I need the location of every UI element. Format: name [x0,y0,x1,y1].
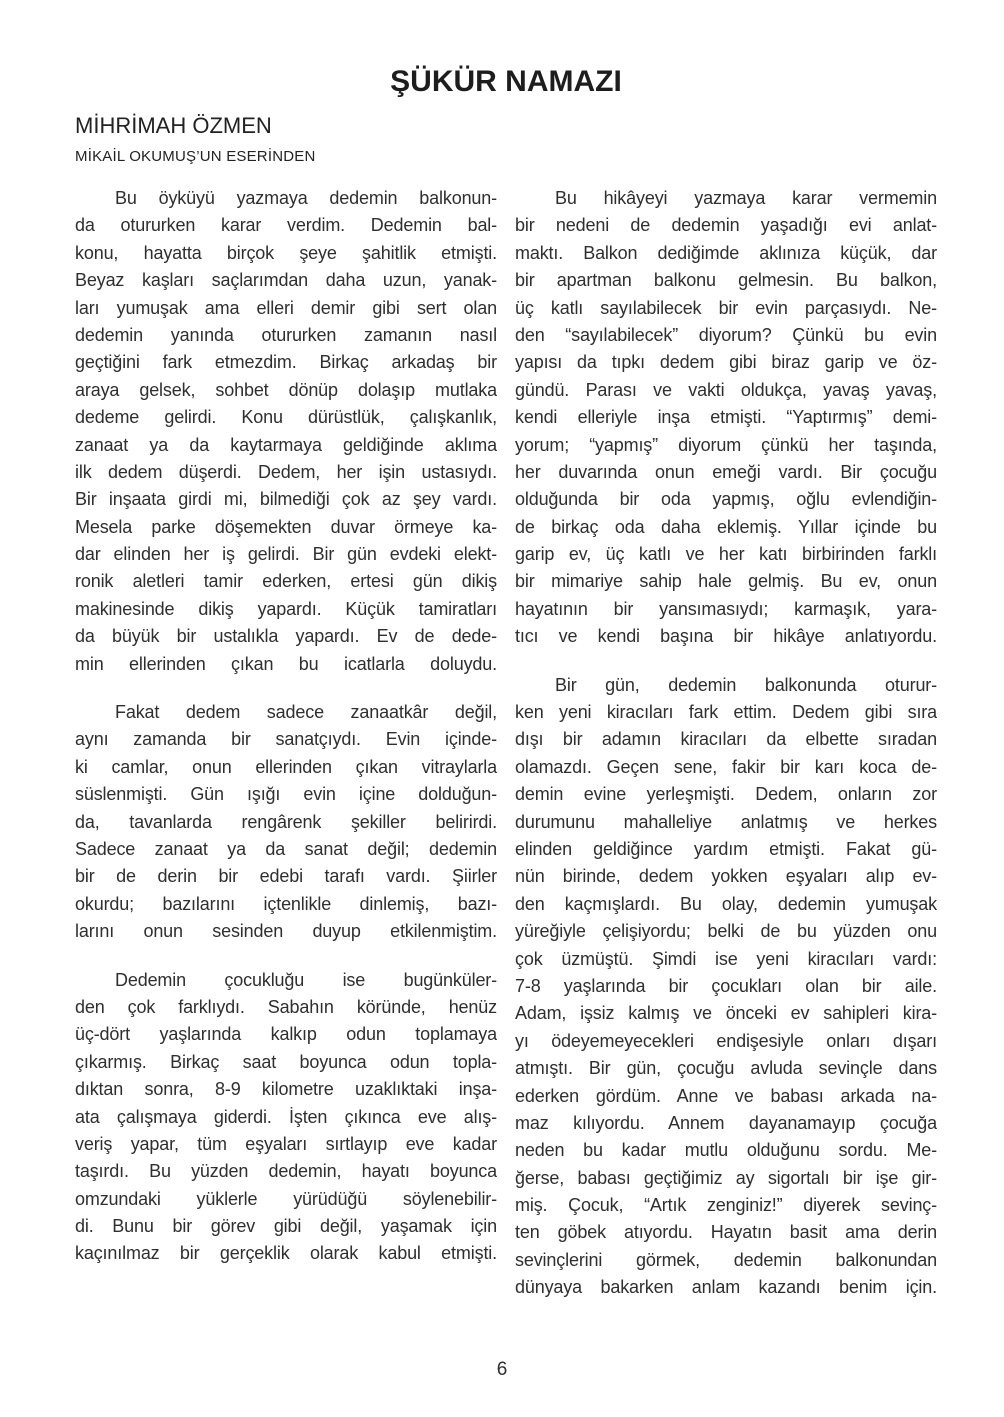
text-line: bir de derin bir edebi tarafı vardı. Şiirler [75,866,497,887]
text-line: dedemin yanında otururken zamanın nasıl [75,324,497,345]
text-line: zanaat ya da kaytarmaya geldiğinde aklıma [75,434,497,455]
text-line: dar elinden her iş gelirdi. Bir gün evdeki elekt- [75,544,497,565]
paragraph [75,967,497,1268]
text-line: bir mimariye sahip hale gelmiş. Bu ev, onun [515,571,937,592]
text-line: dünyaya bakarken anlam kazandı benim için. [515,1277,937,1298]
text-line: ki camlar, onun ellerinden çıkan vitraylarla [75,756,497,777]
left-column [75,185,497,1323]
text-line: Dedemin çocukluğu ise bugünküler- [115,969,497,990]
text-line: Sadece zanaat ya da sanat değil; dedemin [75,838,497,859]
text-line: hayatının bir yansımasıydı; karmaşık, yara- [515,598,937,619]
text-line: ten göbek atıyordu. Hayatın basit ama derin [515,1222,937,1243]
text-line: üç katlı sayılabilecek bir evin parçasıydı. Ne- [515,297,937,318]
text-line: makinesinde dikiş yapardı. Küçük tamiratları [75,598,497,619]
text-line: omzundaki yüklerle yürüdüğü söylenebilir- [75,1188,497,1209]
page-number: 6 [496,1359,508,1380]
text-line: araya gelsek, sohbet dönüp dolaşıp mutlaka [75,379,497,400]
text-line: Bir inşaata girdi mi, bilmediği çok az şey vardı. [75,489,497,510]
page-title: ŞÜKÜR NAMAZI [390,65,622,98]
text-line: Bir gün, dedemin balkonunda oturur- [555,674,937,695]
text-line: yı ödeyemeyecekleri endişesiyle onları dışarı [515,1030,937,1051]
text-line: Fakat dedem sadece zanaatkâr değil, [115,702,497,723]
text-line: tıcı ve kendi başına bir hikâye anlatıyordu. [515,626,937,647]
text-line: dıktan sonra, 8-9 kilometre uzaklıktaki inşa- [75,1079,497,1100]
text-line: den çok farklıydı. Sabahın köründe, henüz [75,996,497,1017]
text-line: ken yeni kiracıları fark ettim. Dedem gibi sıra [515,702,937,723]
text-line: kaçınılmaz bir gerçeklik olarak kabul etmişti. [75,1243,497,1264]
text-line: geçtiğini fark etmezdim. Birkaç arkadaş bir [75,352,497,373]
text-line: Bu hikâyeyi yazmaya karar vermemin [555,188,937,208]
text-line: de birkaç oda daha eklemiş. Yıllar içinde bu [515,516,937,537]
paragraph [515,672,937,1302]
text-line: üç-dört yaşlarında kalkıp odun toplamaya [75,1024,497,1045]
text-line: ederken gördüm. Anne ve babası arkada na- [515,1085,937,1106]
text-line: miş. Çocuk, “Artık zenginiz!” diyerek sevinç- [515,1195,937,1216]
text-line: bir apartman balkonu gelmesin. Bu balkon, [515,270,937,291]
text-line: neden bu kadar mutlu olduğunu sordu. Me- [515,1140,937,1161]
text-line: maktı. Balkon dediğimde aklınıza küçük, dar [515,242,937,263]
author-name: MİHRİMAH ÖZMEN [75,113,272,138]
text-line: ata çalışmaya giderdi. İşten çıkınca eve alış- [75,1106,497,1127]
text-line: den kaçmışlardı. Bu olay, dedemin yumuşak [515,893,937,914]
text-line: larını onun sesinden duyup etkilenmiştim. [75,921,497,942]
text-line: süslenmişti. Gün ışığı evin içine dolduğun- [75,784,497,805]
text-line: dışı bir adamın kiracıları da elbette sıradan [515,729,937,750]
paragraph [515,185,937,651]
paragraph [75,699,497,946]
text-line: dedeme gelirdi. Konu dürüstlük, çalışkanlık, [75,407,497,428]
text-line: ilk dedem düşerdi. Dedem, her işin ustasıydı. [75,461,497,482]
text-line: da büyük bir ustalıkla yapardı. Ev de dede- [75,626,497,647]
text-line: maz kılıyordu. Annem dayanamayıp çocuğa [515,1112,937,1133]
text-line: durumunu mahalleliye anlatmış ve herkes [515,811,937,832]
text-line: olduğunda bir oda yapmış, oğlu evlendiğin- [515,489,937,510]
text-line: ronik aletleri tamir ederken, ertesi gün dikiş [75,571,497,592]
text-line: sevinçlerini görmek, dedemin balkonundan [515,1249,937,1270]
text-line: her duvarında onun emeği vardı. Bir çocuğu [515,461,937,482]
text-line: 7-8 yaşlarında bir çocukları olan bir aile. [515,975,937,996]
text-line: den “sayılabilecek” diyorum? Çünkü bu evin [515,324,937,345]
text-line: ları yumuşak ama elleri demir gibi sert olan [75,297,497,318]
text-line: çok üzmüştü. Şimdi ise yeni kiracıları vardı: [515,948,937,969]
text-line: olamazdı. Geçen sene, fakir bir karı koca de- [515,756,937,777]
source-note: MİKAİL OKUMUŞ’UN ESERİNDEN [75,148,316,165]
text-line: garip ev, üç katlı ve her katı birbirinden farklı [515,544,937,565]
text-line: ğerse, babası geçtiğimiz ay sigortalı bir işe gir- [515,1167,937,1188]
text-line: taşırdı. Bu yüzden dedemin, hayatı boyunca [75,1161,497,1182]
text-line: elinden geldiğince yardım etmişti. Fakat gü- [515,838,937,859]
paragraph [75,185,497,678]
text-line: okurdu; bazılarını içtenlikle dinlemiş, bazı- [75,893,497,914]
text-line: gündü. Parası ve vakti oldukça, yavaş yavaş, [515,379,937,400]
text-line: Bu öyküyü yazmaya dedemin balkonun- [115,188,497,208]
text-line: konu, hayatta birçok şeye şahitlik etmişti. [75,242,497,263]
text-line: min ellerinden çıkan bu icatlarla doluydu. [75,653,497,674]
text-line: yapısı da tıpkı dedem gibi biraz garip ve öz- [515,352,937,373]
text-line: da, tavanlarda rengârenk şekiller belirirdi. [75,811,497,832]
text-line: nün birinde, dedem yokken eşyaları alıp ev- [515,866,937,887]
text-line: yüreğiyle çelişiyordu; belki de bu yüzden onu [515,921,937,942]
text-columns [75,185,937,1323]
text-line: yorum; “yapmış” diyorum çünkü her taşında, [515,434,937,455]
text-line: kendi elleriyle inşa etmişti. “Yaptırmış” demi- [515,407,937,428]
text-line: da otururken karar verdim. Dedemin bal- [75,215,497,236]
text-line: aynı zamanda bir sanatçıydı. Evin içinde- [75,729,497,750]
text-line: Adam, işsiz kalmış ve önceki ev sahipleri kira- [515,1003,937,1024]
text-line: çıkarmış. Birkaç saat boyunca odun topla- [75,1051,497,1072]
text-line: di. Bunu bir görev gibi değil, yaşamak için [75,1216,497,1237]
text-line: bir nedeni de dedemin yaşadığı evi anlat- [515,215,937,236]
text-line: Beyaz kaşları saçlarımdan daha uzun, yanak- [75,270,497,291]
text-line: veriş yapar, tüm eşyaları sırtlayıp eve kadar [75,1133,497,1154]
text-line: atmıştı. Bir gün, çocuğu avluda sevinçle dans [515,1058,937,1079]
text-line: Mesela parke döşemekten duvar örmeye ka- [75,516,497,537]
text-line: demin evine yerleşmişti. Dedem, onların zor [515,784,937,805]
right-column [515,185,937,1323]
